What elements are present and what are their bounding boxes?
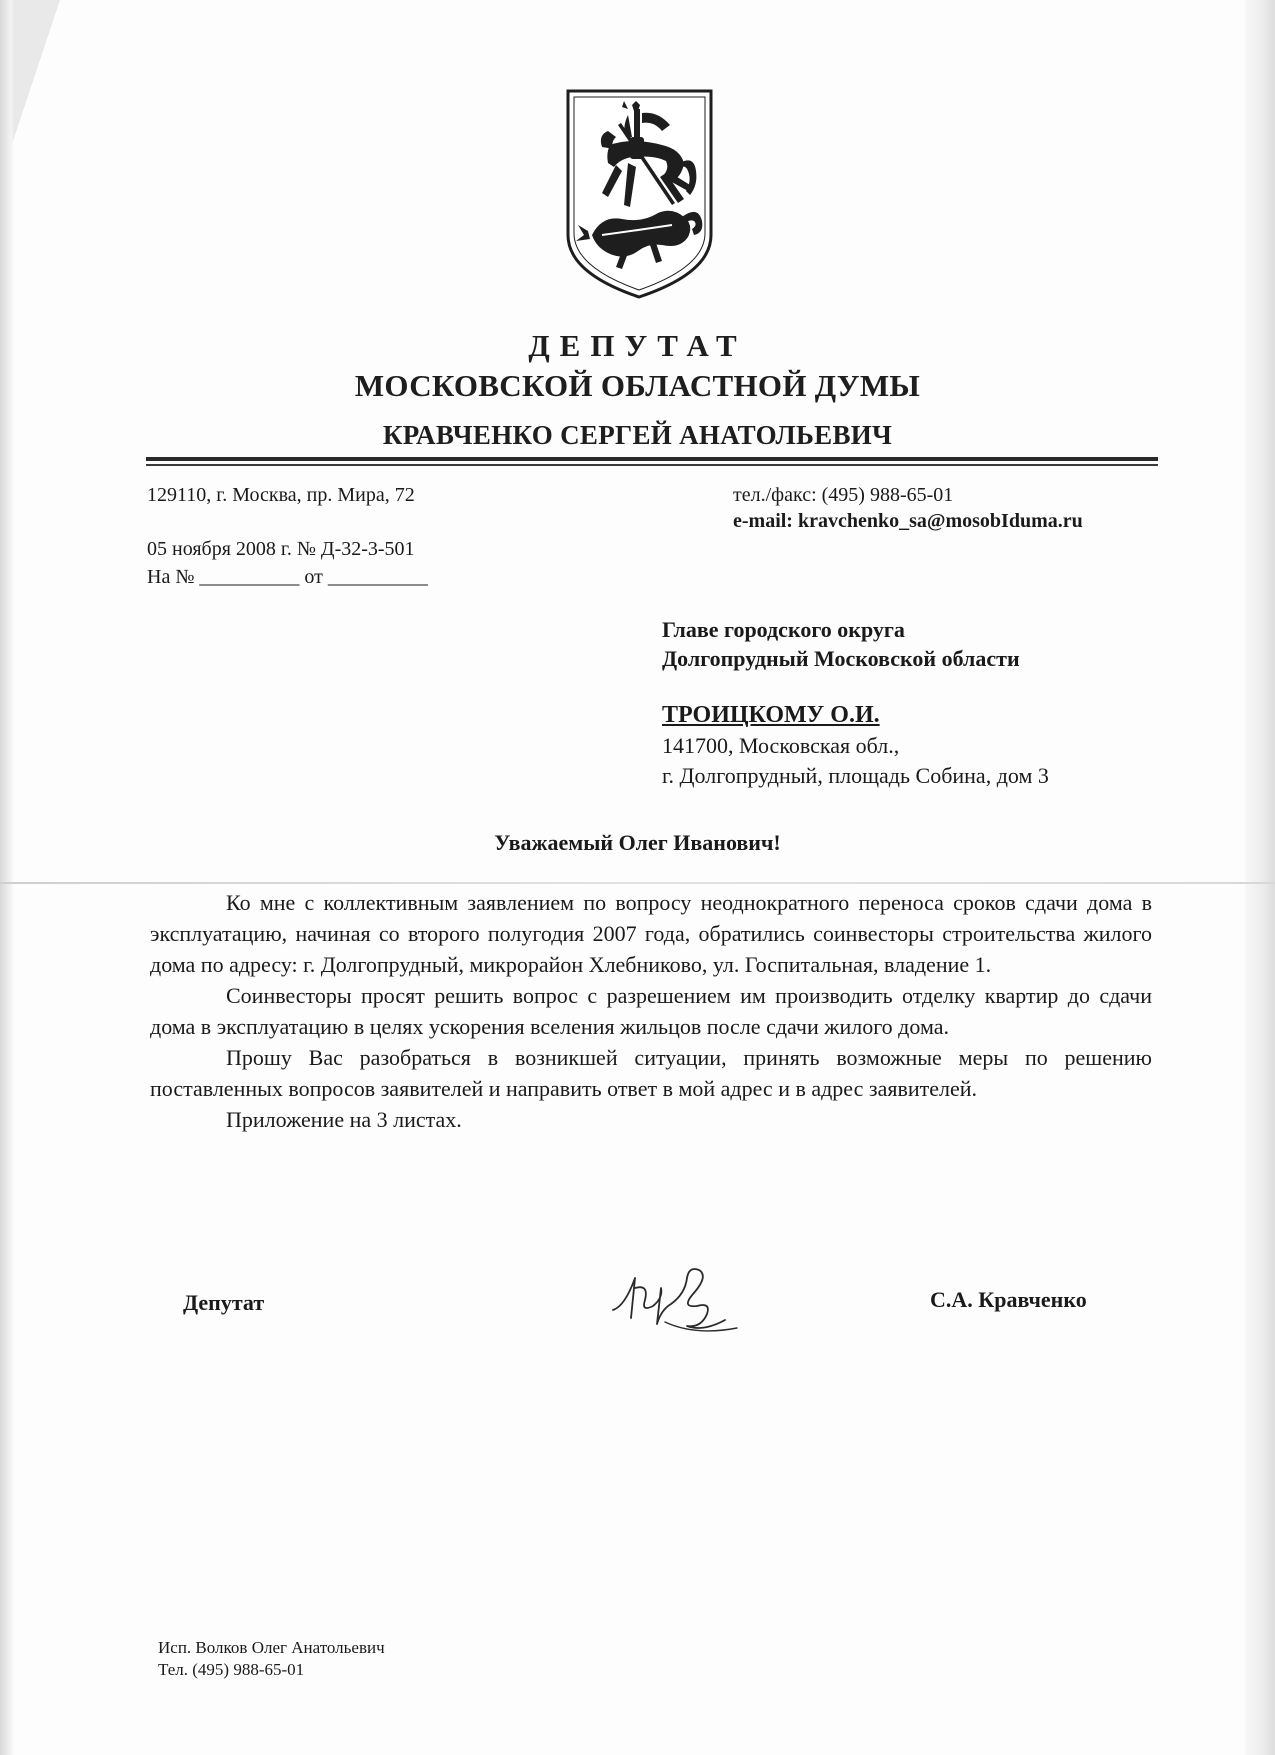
sender-email: e-mail: kravchenko_sa@mosobIduma.ru: [733, 510, 1083, 532]
header-rule-thin: [146, 464, 1158, 466]
sender-address: 129110, г. Москва, пр. Мира, 72: [147, 484, 415, 506]
scan-right-edge: [1245, 0, 1275, 1755]
recipient-position: Главе городского округа: [662, 617, 905, 642]
header-organization: МОСКОВСКОЙ ОБЛАСТНОЙ ДУМЫ: [354, 368, 921, 403]
letter-body: [150, 887, 1152, 1135]
body-paragraph: Ко мне с коллективным заявлением по вопросу неоднократного переноса сроков сдачи дома в эксплуатацию, начиная со второго полугодия 2007 года, обратились соинвесторы строительства жилого дома по адресу: г. Долгопрудный, микрорайон Хлебниково, ул. Госпитальная, владение 1.: [150, 890, 1152, 977]
reply-reference: На № __________ от __________: [147, 566, 428, 588]
header-deputy-name: КРАВЧЕНКО СЕРГЕЙ АНАТОЛЬЕВИЧ: [382, 420, 893, 450]
executor-phone: Тел. (495) 988-65-01: [158, 1660, 305, 1679]
signature-name: С.А. Кравченко: [930, 1287, 1087, 1312]
executor-name: Исп. Волков Олег Анатольевич: [158, 1638, 385, 1657]
fold-line: [0, 882, 1275, 884]
handwritten-signature: [605, 1248, 755, 1338]
scan-left-edge: [0, 0, 14, 1755]
body-paragraph: Прошу Вас разобраться в возникшей ситуации, принять возможные меры по решению поставленных вопросов заявителей и направить ответ в мой адрес и в адрес заявителей.: [150, 1045, 1152, 1101]
coat-of-arms-icon: [562, 85, 717, 300]
salutation: Уважаемый Олег Иванович!: [494, 830, 781, 855]
sender-phone: тел./факс: (495) 988-65-01: [733, 484, 954, 506]
body-paragraph-attachment: Приложение на 3 листах.: [226, 1107, 462, 1132]
recipient-address-line1: 141700, Московская обл.,: [662, 733, 900, 758]
body-paragraph: Соинвесторы просят решить вопрос с разрешением им производить отделку квартир до сдачи дома в эксплуатацию в целях ускорения вселения жильцов после сдачи жилого дома.: [150, 983, 1152, 1039]
header-title: ДЕПУТАТ: [528, 328, 747, 363]
recipient-address-line2: г. Долгопрудный, площадь Собина, дом 3: [662, 763, 1049, 788]
outgoing-date-number: 05 ноября 2008 г. № Д-32-3-501: [147, 538, 415, 560]
recipient-name: ТРОИЦКОМУ О.И.: [662, 702, 880, 728]
recipient-region: Долгопрудный Московской области: [662, 646, 1020, 671]
header-rule-thick: [146, 457, 1158, 461]
signature-title: Депутат: [183, 1290, 265, 1315]
